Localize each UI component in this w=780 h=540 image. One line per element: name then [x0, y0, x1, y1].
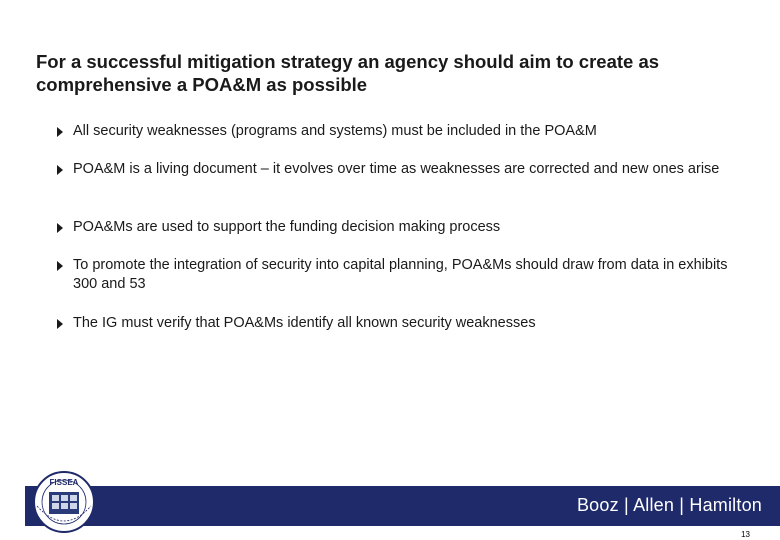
bullet-text: POA&M is a living document – it evolves over time as weaknesses are corrected and new ones arise: [73, 161, 720, 177]
slide-title: For a successful mitigation strategy an agency should aim to create as comprehensive a POA&M as possible: [36, 51, 660, 95]
triangle-bullet-icon: [57, 261, 63, 271]
page-number: 13: [741, 530, 750, 539]
bullet-text: POA&Ms are used to support the funding decision making process: [73, 219, 501, 235]
bullet-text: All security weaknesses (programs and systems) must be included in the POA&M: [73, 123, 597, 139]
bullet-text: To promote the integration of security into capital planning, POA&Ms should draw from data in exhibits 300 and 53: [73, 257, 728, 292]
footer-bar: [25, 486, 780, 526]
bullet-item: [56, 160, 719, 179]
bullet-text: The IG must verify that POA&Ms identify all known security weaknesses: [73, 315, 536, 331]
triangle-bullet-icon: [57, 223, 63, 233]
bullet-item: [56, 218, 500, 237]
brand-name: Booz | Allen | Hamilton: [576, 495, 762, 515]
bullet-item: [56, 314, 536, 333]
triangle-bullet-icon: [57, 127, 63, 137]
triangle-bullet-icon: [57, 319, 63, 329]
bullet-item: [56, 122, 597, 141]
fissea-logo: [25, 470, 103, 534]
logo-text: FISSEA: [49, 478, 79, 487]
bullet-item: [56, 256, 746, 294]
triangle-bullet-icon: [57, 165, 63, 175]
